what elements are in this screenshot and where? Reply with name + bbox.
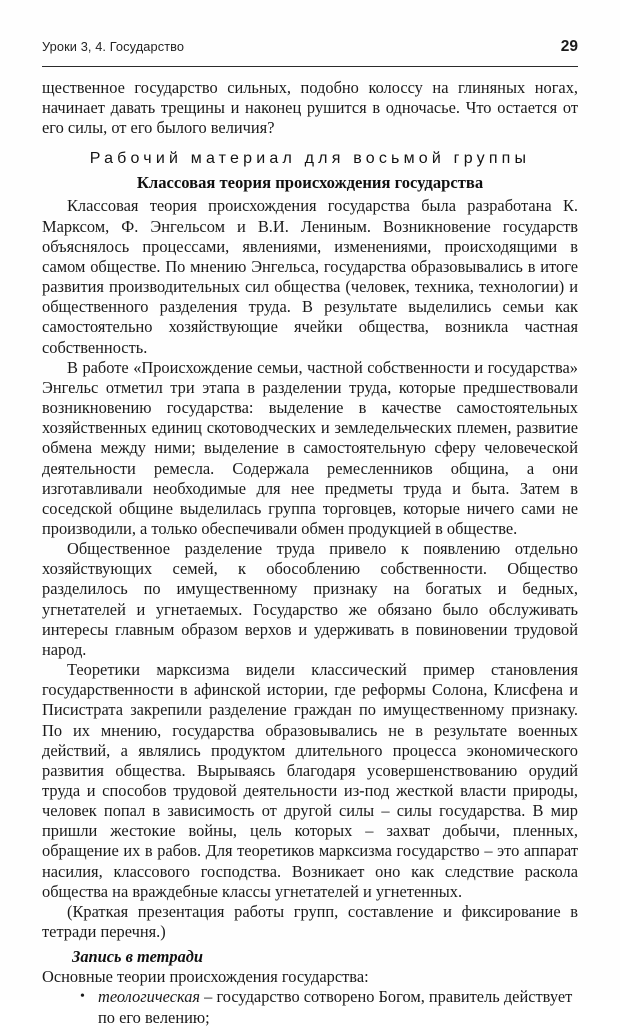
theory-title-heading: Классовая теория происхождения государства	[136, 173, 484, 193]
group-material-heading: Рабочий материал для восьмой группы	[89, 150, 531, 168]
paragraph-4: Теоретики марксизма видели классический пример становления государственности в афинской истории, где реформы Солона, Клисфена и Писистрата закрепили разделение граждан по имущественному признаку. По их мнению, государства образовывались не в результате военных действий, а являлись продуктом длительного процесса экономического развития общества. Вырываясь благодаря усовершенствованию орудий труда и способов трудовой деятельности из-под жесткой власти природы, человек попал в зависимость от другой силы – силы государства. В мир пришли жестокие войны, цель которых – захват добычи, пленных, обращение их в рабов. Для теоретиков марксизма государство – это аппарат насилия, классового господства. Возникает оно как следствие раскола общества на враждебные классы угнетателей и угнетенных.	[42, 660, 578, 901]
page-number: 29	[560, 38, 578, 55]
running-head-title: Уроки 3, 4. Государство	[42, 39, 185, 54]
running-head	[42, 38, 578, 56]
paragraph-3: Общественное разделение труда привело к появлению отдельно хозяйствующих семей, к обособлению собственности. Общество разделилось по имущественному признаку на богатых и бедных, угнетателей и угнетаемых. Государство же обязано было обслуживать интересы главным образом верхов и удерживать в повиновении трудовой народ.	[42, 539, 578, 659]
notebook-entry-heading: Запись в тетради	[72, 947, 204, 967]
paragraph-1: Классовая теория происхождения государства была разработана К. Марксом, Ф. Энгельсом и В.И. Лениным. Возникновение государств объяснялось процессами, явлениями, изменениями, происходящими в самом обществе. По мнению Энгельса, государства образовывались в итоге развития производительных сил общества (человек, техника, технологии) и общественного разделения труда. В результате выделились семьи как самостоятельно хозяйствующие ячейки общества, возникла частная собственность.	[42, 196, 578, 357]
theories-list	[42, 987, 578, 1027]
list-item	[42, 987, 578, 1027]
paragraph-5: (Краткая презентация работы групп, составление и фиксирование в тетради перечня.)	[42, 901, 578, 942]
bullet-icon: •	[80, 989, 85, 1005]
list-item-term: теологическая	[98, 987, 201, 1007]
header-rule-icon	[42, 66, 578, 67]
paragraph-continued: щественное государство сильных, подобно колоссу на глиняных ногах, начинает давать трещины и наконец рушится в одночасье. Что остается от его силы, от его былого величия?	[42, 78, 578, 138]
list-item-text: – государство сотворено Богом, правитель действует по его велению;	[98, 987, 573, 1027]
page-body	[42, 78, 578, 1028]
paragraph-2: В работе «Происхождение семьи, частной собственности и государства» Энгельс отметил три этапа в разделении труда, которые предшествовали возникновению государства: выделение в качестве самостоятельных хозяйственных единиц скотоводческих и земледельческих племен, развитие обмена между ними; выделение в самостоятельную сферу человеческой деятельности ремесла. Содержала ремесленников община, а они изготавливали необходимые для нее предметы труда и быта. Затем в соседской общине выделилась группа торговцев, которые ничего сами не производили, а только обеспечивали обмен продукцией в обществе.	[42, 357, 578, 538]
paragraph-6: Основные теории происхождения государства:	[42, 967, 369, 987]
